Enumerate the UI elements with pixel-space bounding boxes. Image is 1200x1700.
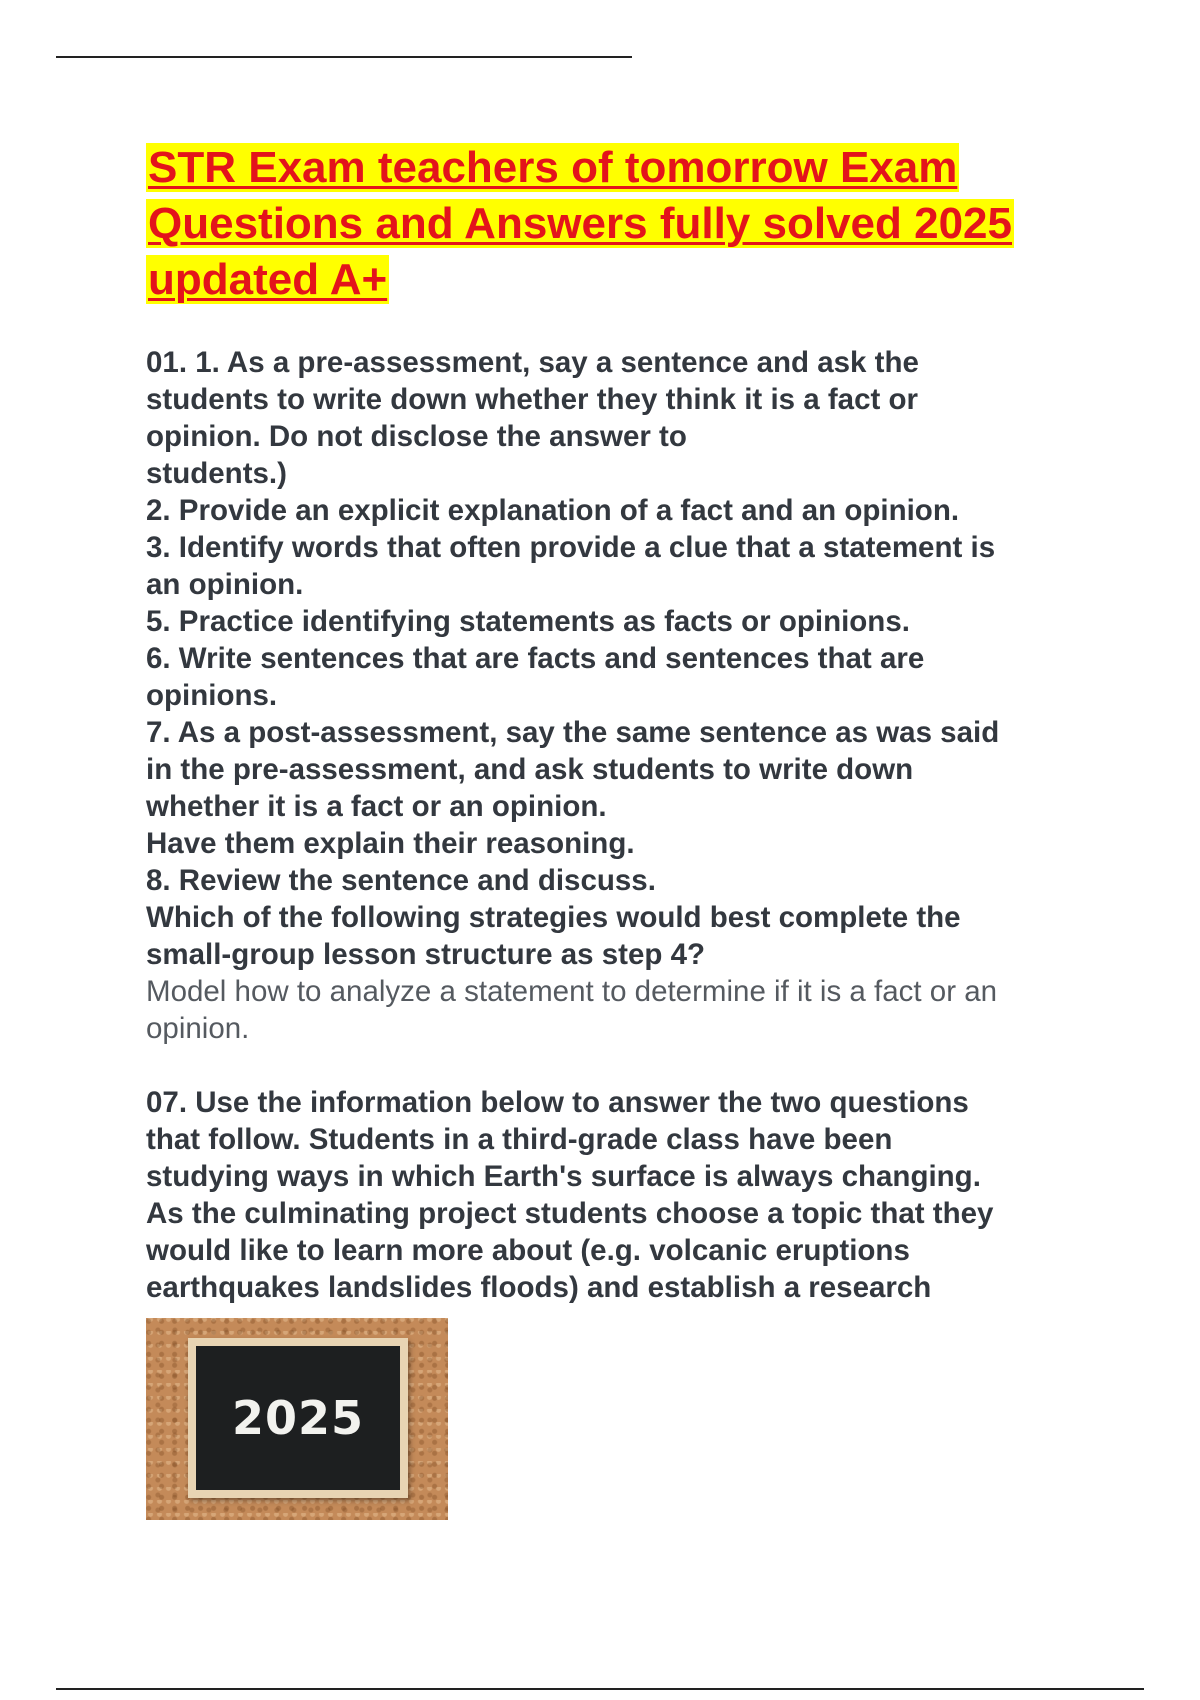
chalkboard-text: 2025 xyxy=(231,1391,365,1445)
question-line: earthquakes landslides floods) and establish a research xyxy=(146,1271,932,1304)
chalkboard-frame xyxy=(188,1338,408,1498)
question-01 xyxy=(146,344,1106,1047)
question-line: Have them explain their reasoning. xyxy=(146,827,635,860)
question-line: 6. Write sentences that are facts and sentences that are xyxy=(146,642,925,675)
bottom-rule xyxy=(56,1688,1144,1690)
question-line: opinions. xyxy=(146,679,278,712)
question-line: 3. Identify words that often provide a clue that a statement is xyxy=(146,531,996,564)
chalkboard xyxy=(196,1346,400,1490)
question-line: 01. 1. As a pre-assessment, say a sentence and ask the xyxy=(146,346,919,379)
question-line: 5. Practice identifying statements as facts or opinions. xyxy=(146,605,910,638)
answer-line: opinion. xyxy=(146,1012,250,1045)
top-rule xyxy=(56,56,632,58)
question-line: that follow. Students in a third-grade class have been xyxy=(146,1123,893,1156)
question-line: 2. Provide an explicit explanation of a fact and an opinion. xyxy=(146,494,960,527)
document-title xyxy=(146,140,1076,308)
question-line: 07. Use the information below to answer the two questions xyxy=(146,1086,969,1119)
question-line: 7. As a post-assessment, say the same sentence as was said xyxy=(146,716,1000,749)
question-line: opinion. Do not disclose the answer to xyxy=(146,420,687,453)
question-line: in the pre-assessment, and ask students to write down xyxy=(146,753,914,786)
question-line: an opinion. xyxy=(146,568,304,601)
question-line: small-group lesson structure as step 4? xyxy=(146,938,706,971)
question-line: Which of the following strategies would best complete the xyxy=(146,901,961,934)
answer-line: Model how to analyze a statement to determine if it is a fact or an xyxy=(146,975,998,1008)
question-line: students to write down whether they think it is a fact or xyxy=(146,383,918,416)
question-line: whether it is a fact or an opinion. xyxy=(146,790,607,823)
document-content xyxy=(146,140,1106,1520)
question-line: studying ways in which Earth's surface is always changing. xyxy=(146,1160,981,1193)
document-title-text: STR Exam teachers of tomorrow Exam Questions and Answers fully solved 2025 updated A+ xyxy=(148,143,1012,304)
question-07 xyxy=(146,1084,1106,1306)
question-line: would like to learn more about (e.g. volcanic eruptions xyxy=(146,1234,910,1267)
question-line: As the culminating project students choose a topic that they xyxy=(146,1197,994,1230)
question-line: students.) xyxy=(146,457,287,490)
chalkboard-image xyxy=(146,1318,448,1520)
question-line: 8. Review the sentence and discuss. xyxy=(146,864,656,897)
